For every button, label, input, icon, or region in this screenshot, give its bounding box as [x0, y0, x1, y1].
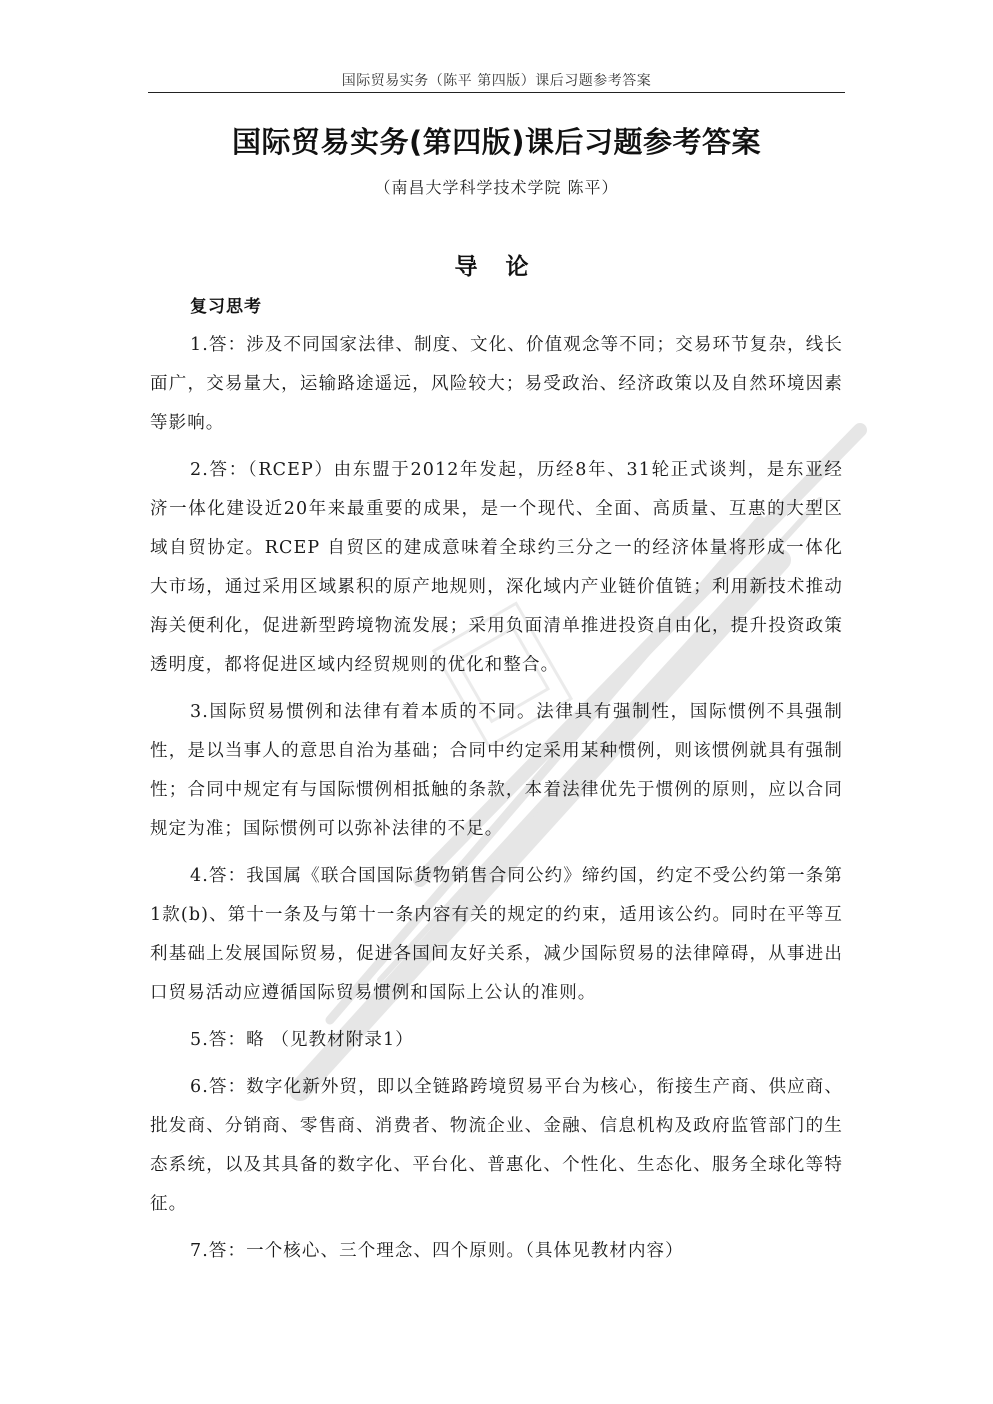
document-author: （南昌大学科学技术学院 陈平）	[374, 178, 619, 197]
answer-paragraph-6: 6.答：数字化新外贸，即以全链路跨境贸易平台为核心，衔接生产商、供应商、批发商、分销商、零售商、消费者、物流企业、金融、信息机构及政府监管部门的生态系统，以及其具备的数字化、平台化、普惠化、个性化、生态化、服务全球化等特征。	[150, 1077, 843, 1214]
section-heading: 复习思考	[190, 297, 262, 317]
header-divider	[148, 92, 845, 93]
document-title: 国际贸易实务(第四版)课后习题参考答案	[231, 125, 761, 159]
answer-paragraph-3: 3.国际贸易惯例和法律有着本质的不同。法律具有强制性，国际惯例不具强制性，是以当事人的意思自治为基础；合同中约定采用某种惯例，则该惯例就具有强制性；合同中规定有与国际惯例相抵触的条款，本着法律优先于惯例的原则，应以合同规定为准；国际惯例可以弥补法律的不足。	[150, 702, 843, 839]
answer-paragraph-4: 4.答：我国属《联合国国际货物销售合同公约》缔约国，约定不受公约第一条第1款(b)、第十一条及与第十一条内容有关的规定的约束，适用该公约。同时在平等互利基础上发展国际贸易，促进各国间友好关系，减少国际贸易的法律障碍，从事进出口贸易活动应遵循国际贸易惯例和国际上公认的准则。	[150, 866, 843, 1003]
answers-body	[150, 326, 843, 1279]
answer-paragraph-1: 1.答：涉及不同国家法律、制度、文化、价值观念等不同；交易环节复杂，线长面广，交易量大，运输路途遥远，风险较大；易受政治、经济政策以及自然环境因素等影响。	[150, 335, 843, 433]
running-header: 国际贸易实务（陈平 第四版）课后习题参考答案	[341, 73, 652, 89]
answer-paragraph-7: 7.答：一个核心、三个理念、四个原则。（具体见教材内容）	[190, 1241, 684, 1261]
answer-paragraph-5: 5.答：略 （见教材附录1）	[190, 1030, 414, 1050]
chapter-title: 导 论	[454, 253, 539, 280]
answer-paragraph-2: 2.答：（RCEP）由东盟于2012年发起，历经8年、31轮正式谈判，是东亚经济一体化建设近20年来最重要的成果，是一个现代、全面、高质量、互惠的大型区域自贸协定。RCEP 自贸区的建成意味着全球约三分之一的经济体量将形成一体化大市场，通过采用区域累积的原产地规则，深化域内产业链价值链；利用新技术推动海关便利化，促进新型跨境物流发展；采用负面清单推进投资自由化，提升投资政策透明度，都将促进区域内经贸规则的优化和整合。	[150, 460, 843, 675]
